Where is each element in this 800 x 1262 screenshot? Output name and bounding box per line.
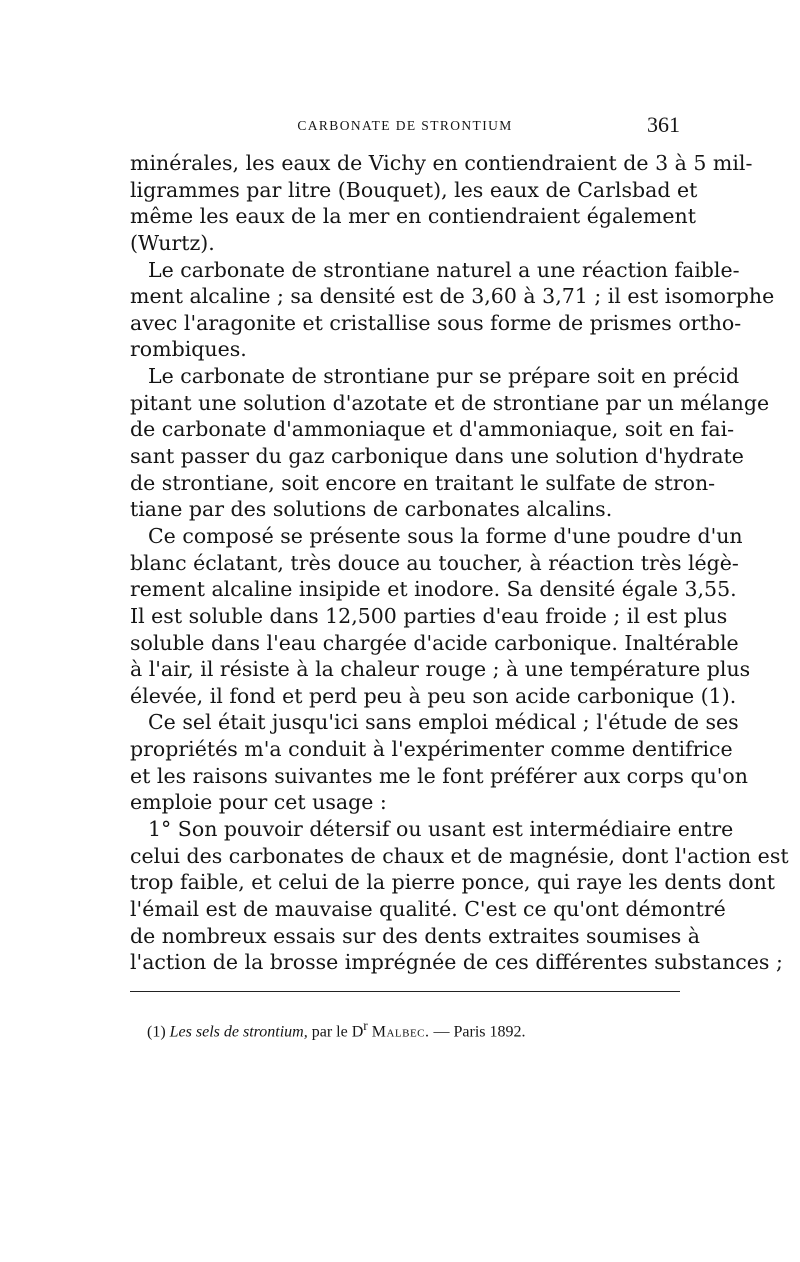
text-line: sant passer du gaz carbonique dans une solution d'hydrate [130, 444, 744, 469]
footnote-title: Les sels de strontium, [169, 1023, 308, 1041]
text-line: soluble dans l'eau chargée d'acide carbonique. Inaltérable [130, 630, 739, 655]
text-line: même les eaux de la mer en contiendraient également [130, 204, 696, 229]
paragraph [130, 816, 789, 976]
text-line: rement alcaline insipide et inodore. Sa densité égale 3,55. [130, 577, 737, 602]
footnote-by: par le D [311, 1023, 364, 1041]
footnote [147, 1018, 526, 1041]
text-line: de nombreux essais sur des dents extraites soumises à [130, 923, 701, 948]
paragraph [130, 709, 748, 816]
paragraph [130, 363, 770, 523]
text-line: de carbonate d'ammoniaque et d'ammoniaque, soit en fai- [130, 417, 735, 442]
text-line: Ce composé se présente sous la forme d'une poudre d'un [148, 523, 743, 548]
text-line: l'action de la brosse imprégnée de ces différentes substances ; [130, 950, 783, 975]
text-line: Ce sel était jusqu'ici sans emploi médical ; l'étude de ses [148, 710, 739, 735]
footnote-marker: (1) [147, 1023, 166, 1041]
text-line: minérales, les eaux de Vichy en contiendraient de 3 à 5 mil- [130, 151, 753, 175]
footnote-rule [130, 991, 680, 992]
page-number: 361 [647, 112, 680, 137]
running-title: CARBONATE DE STRONTIUM [297, 118, 513, 133]
paragraph [130, 523, 751, 709]
text-line: ligrammes par litre (Bouquet), les eaux de Carlsbad et [130, 177, 698, 202]
text-line: Le carbonate de strontiane pur se prépare soit en précid [148, 364, 740, 389]
running-head [130, 112, 680, 138]
text-line: l'émail est de mauvaise qualité. C'est ce qu'ont démontré [130, 896, 726, 921]
text-line: trop faible, et celui de la pierre ponce, qui raye les dents dont [130, 870, 776, 895]
text-line: pitant une solution d'azotate et de strontiane par un mélange [130, 390, 770, 415]
body-text [130, 150, 789, 976]
text-line: 1° Son pouvoir détersif ou usant est intermédiaire entre [148, 817, 734, 842]
text-line: rombiques. [130, 337, 247, 362]
paragraph [130, 257, 775, 364]
footnote-sup: r [363, 1018, 368, 1033]
text-line: élevée, il fond et perd peu à peu son acide carbonique (1). [130, 683, 737, 708]
text-line: avec l'aragonite et cristallise sous forme de prismes ortho- [130, 310, 742, 335]
text-line: blanc éclatant, très douce au toucher, à réaction très légè- [130, 550, 739, 575]
text-line: ment alcaline ; sa densité est de 3,60 à 3,71 ; il est isomorphe [130, 284, 775, 309]
text-line: (Wurtz). [130, 230, 215, 255]
paragraph [130, 150, 753, 257]
text-line: tiane par des solutions de carbonates alcalins. [130, 497, 613, 522]
footnote-author: Malbec. [371, 1023, 430, 1041]
footnote-rest: — Paris 1892. [433, 1023, 526, 1041]
text-line: de strontiane, soit encore en traitant le sulfate de stron- [130, 470, 716, 495]
text-line: celui des carbonates de chaux et de magnésie, dont l'action est [130, 843, 789, 868]
text-line: Le carbonate de strontiane naturel a une réaction faible- [148, 257, 740, 282]
text-line: propriétés m'a conduit à l'expérimenter comme dentifrice [130, 737, 733, 762]
text-line: Il est soluble dans 12,500 parties d'eau froide ; il est plus [130, 603, 728, 628]
text-line: et les raisons suivantes me le font préférer aux corps qu'on [130, 763, 748, 788]
text-line: emploie pour cet usage : [130, 790, 387, 815]
text-line: à l'air, il résiste à la chaleur rouge ; à une température plus [130, 657, 751, 682]
